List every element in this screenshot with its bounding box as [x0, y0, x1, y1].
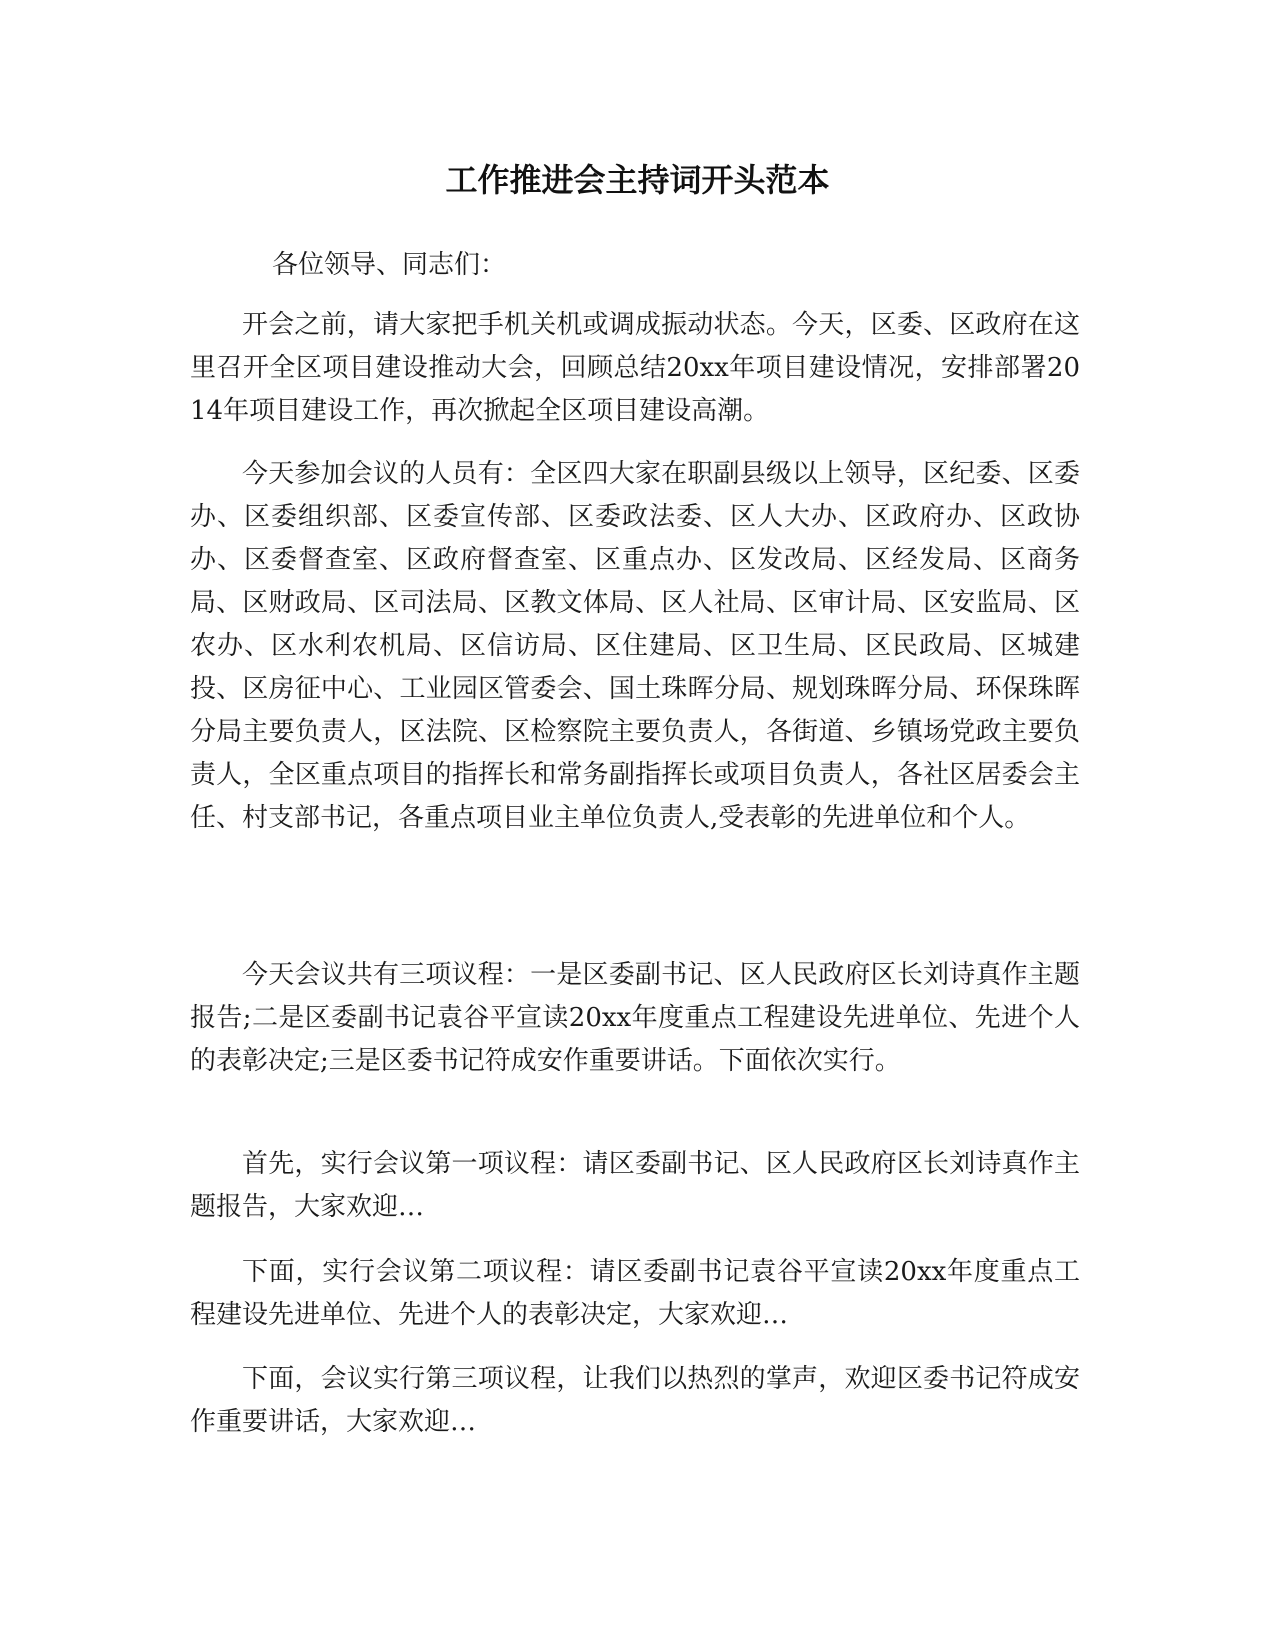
paragraph-opening: 开会之前，请大家把手机关机或调成振动状态。今天，区委、区政府在这里召开全区项目建设推动大会，回顾总结20xx年项目建设情况，安排部署2014年项目建设工作，再次掀起全区项目建设高潮。 — [190, 310, 1080, 426]
paragraph-agenda: 今天会议共有三项议程：一是区委副书记、区人民政府区长刘诗真作主题报告;二是区委副书记袁谷平宣读20xx年度重点工程建设先进单位、先进个人的表彰决定;三是区委书记符成安作重要讲话。下面依次实行。 — [190, 960, 1080, 1076]
paragraph-attendees: 今天参加会议的人员有：全区四大家在职副县级以上领导，区纪委、区委办、区委组织部、区委宣传部、区委政法委、区人大办、区政府办、区政协办、区委督查室、区政府督查室、区重点办、区发改局、区经发局、区商务局、区财政局、区司法局、区教文体局、区人社局、区审计局、区安监局、区农办、区水利农机局、区信访局、区住建局、区卫生局、区民政局、区城建投、区房征中心、工业园区管委会、国土珠晖分局、规划珠晖分局、环保珠晖分局主要负责人，区法院、区检察院主要负责人，各街道、乡镇场党政主要负责人，全区重点项目的指挥长和常务副指挥长或项目负责人，各社区居委会主任、村支部书记，各重点项目业主单位负责人,受表彰的先进单位和个人。 — [190, 459, 1080, 833]
paragraph-agenda-item-2: 下面，实行会议第二项议程：请区委副书记袁谷平宣读20xx年度重点工程建设先进单位、先进个人的表彰决定，大家欢迎… — [190, 1257, 1080, 1330]
paragraph-agenda-item-3: 下面，会议实行第三项议程，让我们以热烈的掌声，欢迎区委书记符成安作重要讲话，大家欢迎… — [190, 1364, 1080, 1437]
document-title: 工作推进会主持词开头范本 — [445, 161, 830, 199]
salutation: 各位领导、同志们： — [272, 250, 507, 280]
paragraph-agenda-item-1: 首先，实行会议第一项议程：请区委副书记、区人民政府区长刘诗真作主题报告，大家欢迎… — [190, 1149, 1080, 1222]
